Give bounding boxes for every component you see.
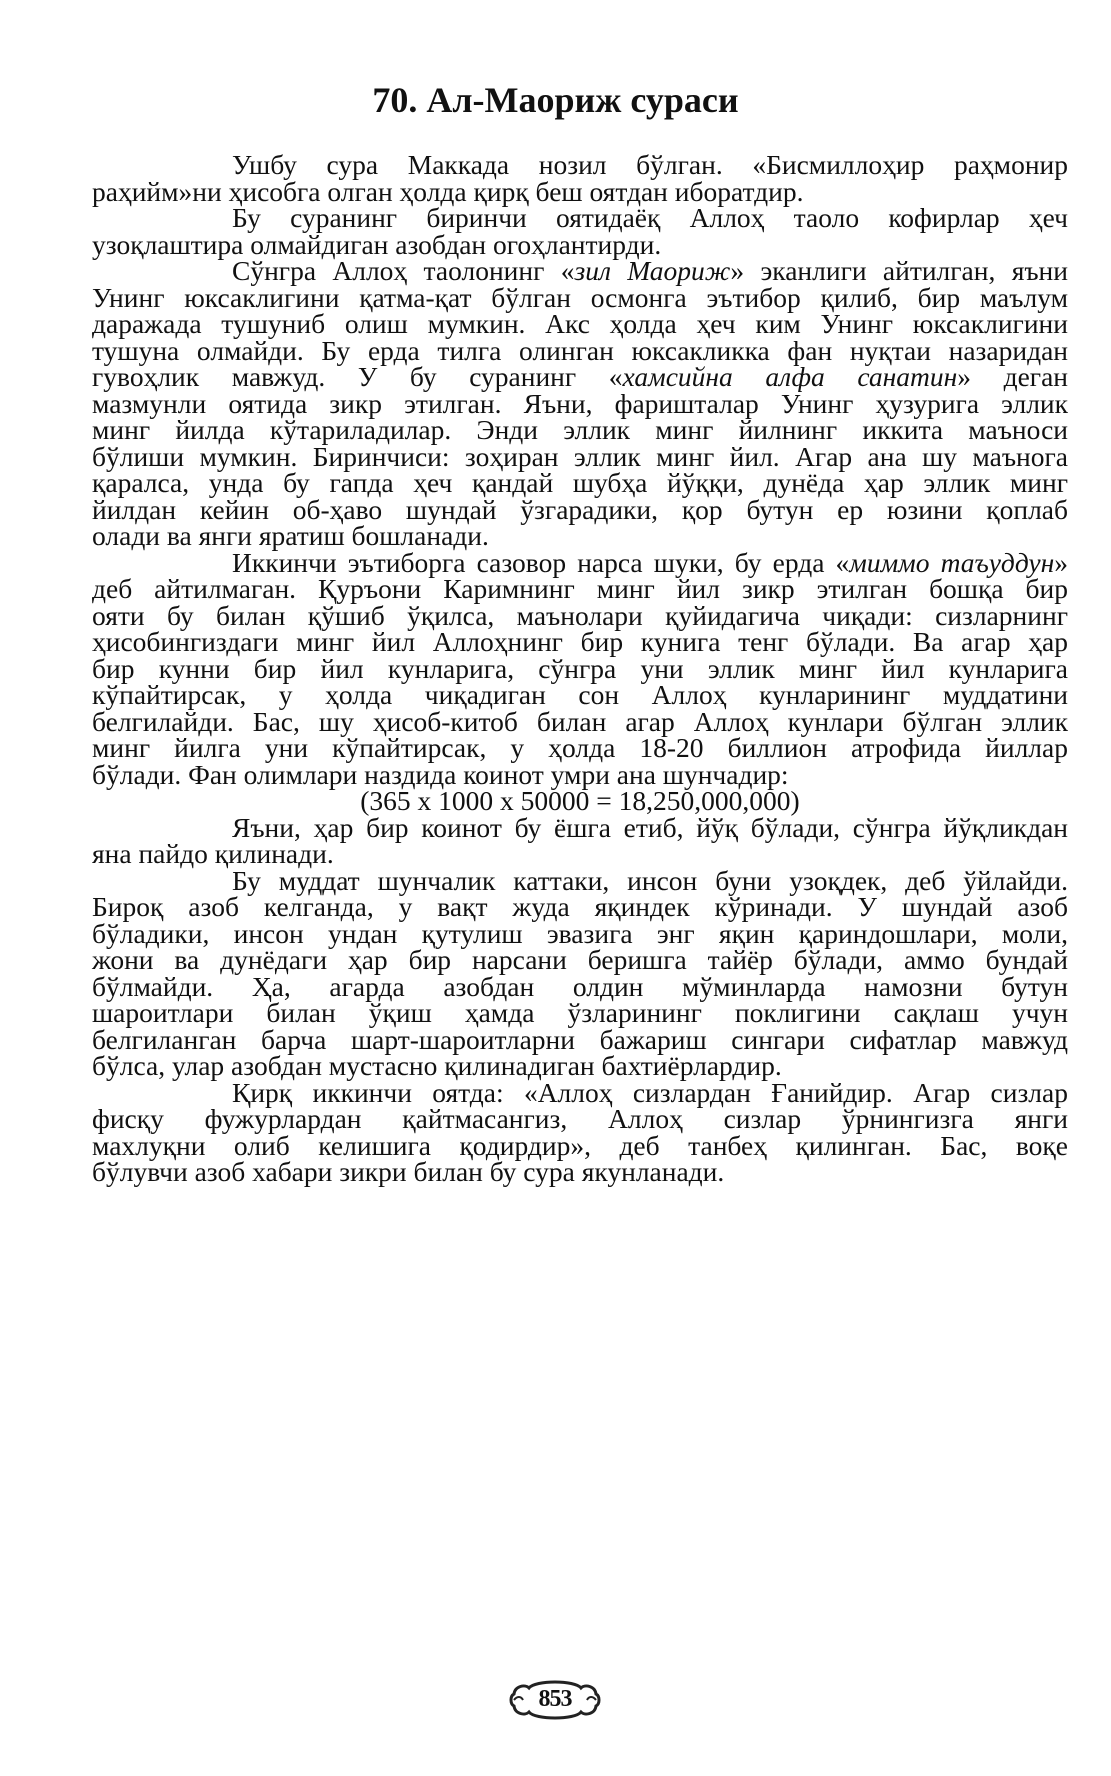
text-line: Бу суранинг биринчи оятидаёқ Аллоҳ таоло кофирлар ҳеч: [232, 202, 1068, 233]
text-line: бўлса, улар азобдан мустасно қилинадиган бахтиёрлардир.: [92, 1050, 782, 1081]
text-line: ояти бу билан қўшиб ўқилса, маънолари қуйидагича чиқади: сизларнинг: [92, 599, 1068, 631]
text-line: бўлиши мумкин. Биринчиси: зоҳиран эллик минг йил. Агар ана шу маънога: [92, 440, 1068, 472]
text-line: Унинг юксаклигини қатма-қат бўлган осмонга эътибор қилиб, бир маълум: [92, 281, 1068, 313]
body-text: [92, 149, 1069, 1187]
text-line: бўлувчи азоб хабари зикри билан бу сура якунланади.: [92, 1156, 725, 1187]
text-line: жони ва дунёдаги ҳар бир нарсани беришга тайёр бўлади, аммо бундай: [92, 944, 1068, 975]
text-line: минг йилда кўтариладилар. Энди эллик минг йилнинг иккита маъноси: [92, 414, 1068, 445]
text-run: » эканлиги айтилган, яъни: [730, 255, 1068, 286]
text-line: шароитлари билан ўқиш ҳамда ўзларининг поклигини сақлаш учун: [92, 997, 1068, 1028]
text-line: фисқу фужурлардан қайтмасангиз, Аллоҳ сизлар ўрнингизга янги: [92, 1103, 1068, 1134]
text-line: Бироқ азоб келганда, у вақт жуда яқиндек кўринади. У шундай азоб: [92, 891, 1068, 922]
text-line: қаралса, унда бу гапда ҳеч қандай шубҳа йўққи, дунёда ҳар эллик минг: [92, 467, 1068, 498]
text-line: кўпайтирсак, у ҳолда чиқадиган сон Аллоҳ кунларининг муддатини: [92, 679, 1068, 710]
text-line: олади ва янги яратиш бошланади.: [92, 520, 489, 551]
text-line: йилдан кейин об-ҳаво шундай ўзгарадики, қор бутун ер юзини қоплаб: [92, 493, 1068, 525]
text-line: белгилайди. Бас, шу ҳисоб-китоб билан агар Аллоҳ кунлари бўлган эллик: [92, 705, 1068, 737]
text-line: яна пайдо қилинади.: [92, 838, 334, 869]
text-line: Яъни, ҳар бир коинот бу ёшга етиб, йўқ бўлади, сўнгра йўқликдан: [232, 811, 1068, 843]
text-run: Иккинчи эътиборга сазовор нарса шуки, бу ерда «: [232, 546, 850, 578]
page-number-text: 853: [538, 1686, 572, 1712]
italic-term: зил Маориж: [574, 255, 731, 286]
text-line: ҳисобингиздаги минг йил Аллоҳнинг бир кунига тенг бўлади. Ва агар ҳар: [92, 626, 1068, 657]
text-run: »: [1054, 546, 1068, 578]
text-line: бир кунни бир йил кунларига, сўнгра уни эллик минг йил кунларига: [92, 652, 1068, 684]
italic-term: хамсийна алфа санатин: [622, 361, 958, 392]
text-run: гувоҳлик мавжуд. У бу суранинг «: [92, 361, 623, 392]
page-number: [505, 1678, 605, 1722]
text-line: узоқлаштира олмайдиган азобдан огоҳлантирди.: [92, 228, 662, 260]
formula-line: (365 x 1000 x 50000 = 18,250,000,000): [360, 785, 800, 816]
italic-term: миммо таъуддун: [849, 546, 1055, 578]
text-line: [92, 255, 1068, 286]
text-line: [92, 361, 1069, 392]
text-line: деб айтилмаган. Қуръони Каримнинг минг йил зикр этилган бошқа бир: [92, 573, 1068, 604]
text-line: Бу муддат шунчалик каттаки, инсон буни узоқдек, деб ўйлайди.: [232, 864, 1068, 896]
text-line: мазмунли оятида зикр этилган. Яъни, фаришталар Унинг ҳузурига эллик: [92, 387, 1068, 419]
text-line: белгиланган барча шарт-шароитларни бажариш сингари сифатлар мавжуд: [92, 1023, 1068, 1055]
text-run: Сўнгра Аллоҳ таолонинг «: [232, 255, 575, 286]
text-line: Ушбу сура Маккада нозил бўлган. «Бисмиллоҳир раҳмонир: [232, 149, 1068, 180]
text-line: раҳийм»ни ҳисобга олган ҳолда қирқ беш оятдан иборатдир.: [92, 175, 804, 207]
text-line: минг йилга уни кўпайтирсак, у ҳолда 18-20 биллион атрофида йиллар: [92, 732, 1068, 763]
text-line: тушуна олмайди. Бу ерда тилга олинган юксакликка фан нуқтаи назаридан: [92, 334, 1068, 366]
page-title: 70. Ал-Маориж сураси: [372, 80, 739, 120]
text-line: бўлмайди. Ҳа, агарда азобдан олдин мўминларда намозни бутун: [92, 970, 1068, 1002]
text-run: » деган: [957, 361, 1069, 392]
text-line: даражада тушуниб олиш мумкин. Акс ҳолда ҳеч ким Унинг юксаклигини: [92, 308, 1068, 339]
text-line: бўлади. Фан олимлари наздида коинот умри ана шунчадир:: [92, 758, 789, 790]
text-line: Қирқ иккинчи оятда: «Аллоҳ сизлардан Ғанийдир. Агар сизлар: [232, 1076, 1068, 1108]
text-line: махлуқни олиб келишига қодирдир», деб танбеҳ қилинган. Бас, воқе: [92, 1129, 1068, 1161]
text-line: бўладики, инсон ундан қутулиш эвазига энг яқин қариндошлари, моли,: [92, 917, 1068, 949]
